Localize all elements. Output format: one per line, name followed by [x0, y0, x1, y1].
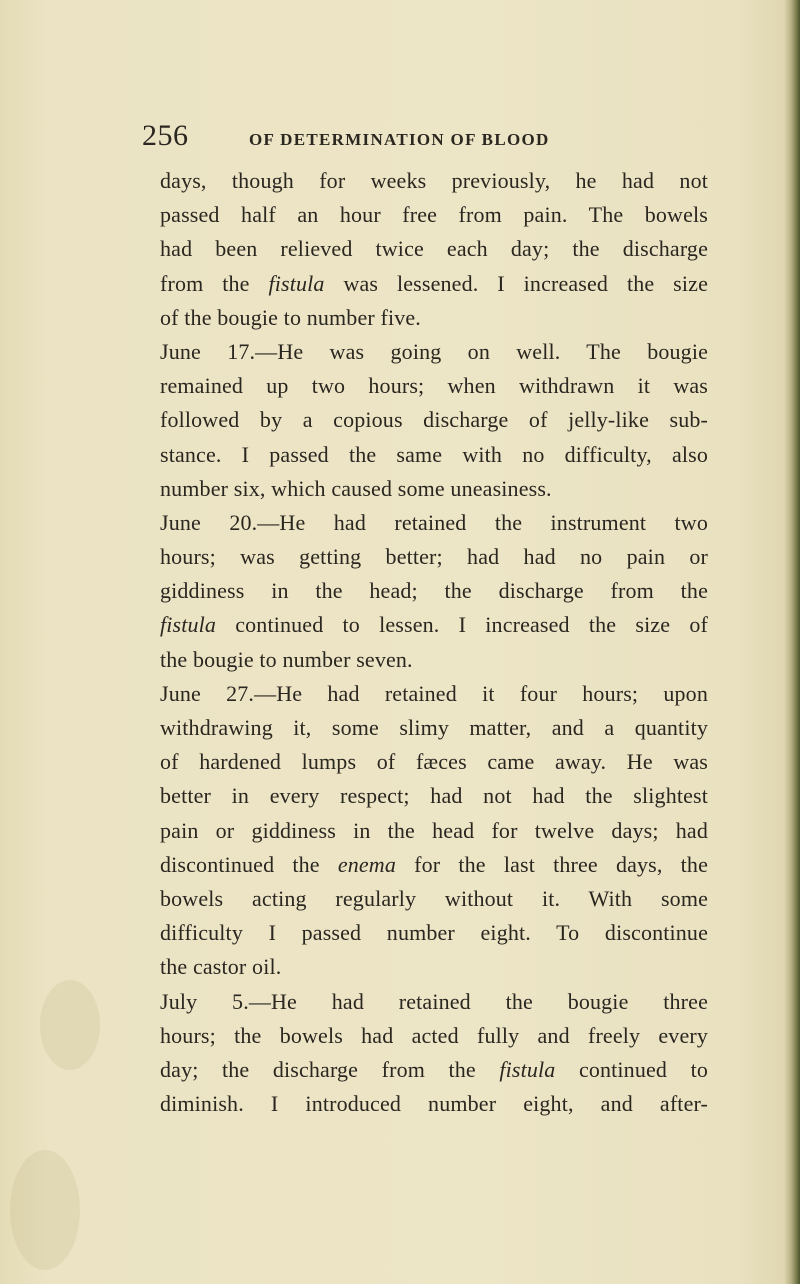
text-line — [160, 301, 708, 335]
page-number: 256 — [142, 119, 189, 152]
text-segment: from the — [160, 270, 269, 296]
text-line — [160, 745, 708, 779]
italic-term: enema — [337, 851, 396, 877]
italic-term: fistula — [268, 270, 325, 296]
text-segment: hours; the bowels had acted fully and freely every — [160, 1022, 708, 1048]
binding-edge — [784, 0, 800, 1284]
text-line — [160, 232, 708, 266]
text-line — [160, 267, 708, 301]
text-segment: of hardened lumps of fæces came away. He was — [160, 749, 708, 775]
text-segment: bowels acting regularly without it. With some — [160, 885, 708, 911]
running-head — [142, 118, 702, 158]
text-segment: remained up two hours; when withdrawn it was — [160, 373, 708, 399]
text-line — [160, 198, 708, 232]
paper-stain — [40, 980, 100, 1070]
text-segment: hours; was getting better; had had no pain or — [160, 544, 708, 570]
text-segment: giddiness in the head; the discharge from the — [160, 578, 708, 604]
text-segment: better in every respect; had not had the slightest — [160, 783, 708, 809]
text-line — [160, 540, 708, 574]
text-line — [160, 814, 708, 848]
text-line — [160, 711, 708, 745]
text-line — [160, 916, 708, 950]
text-line — [160, 403, 708, 437]
text-line — [160, 985, 708, 1019]
text-segment: withdrawing it, some slimy matter, and a quantity — [160, 715, 708, 740]
text-segment: was lessened. I increased the size — [324, 270, 708, 296]
text-segment: difficulty I passed number eight. To discontinue — [160, 920, 708, 946]
text-segment: June 17.—He was going on well. The bougie — [160, 338, 708, 364]
text-segment: followed by a copious discharge of jelly-like sub- — [160, 407, 708, 433]
text-segment: June 27.—He had retained it four hours; upon — [160, 680, 708, 706]
text-line — [160, 677, 708, 711]
text-segment: the bougie to number seven. — [160, 646, 413, 672]
text-line — [160, 882, 708, 916]
text-line — [160, 472, 708, 506]
text-segment: passed half an hour free from pain. The bowels — [160, 202, 708, 228]
text-line — [160, 608, 708, 642]
body-text — [160, 164, 708, 1121]
text-line — [160, 1053, 708, 1087]
text-segment: for the last three days, the — [396, 851, 708, 877]
text-segment: continued to — [555, 1056, 708, 1082]
text-segment: diminish. I introduced number eight, and after- — [160, 1091, 708, 1117]
paper-stain — [10, 1150, 80, 1270]
text-segment: discontinued the — [160, 851, 338, 877]
text-segment: number six, which caused some uneasiness. — [160, 475, 552, 501]
text-segment: day; the discharge from the — [160, 1056, 500, 1082]
text-line — [160, 848, 708, 882]
text-line — [160, 779, 708, 813]
text-segment: had been relieved twice each day; the discharge — [160, 236, 708, 262]
text-line — [160, 369, 708, 403]
text-segment: pain or giddiness in the head for twelve days; had — [160, 817, 708, 843]
text-line — [160, 506, 708, 540]
running-title: OF DETERMINATION OF BLOOD — [249, 130, 550, 149]
text-segment: June 20.—He had retained the instrument two — [160, 509, 708, 535]
text-line — [160, 643, 708, 677]
text-line — [160, 950, 708, 984]
text-line — [160, 164, 708, 198]
text-line — [160, 335, 708, 369]
text-segment: July 5.—He had retained the bougie three — [160, 988, 708, 1014]
italic-term: fistula — [160, 612, 217, 638]
text-segment: the castor oil. — [160, 954, 282, 980]
italic-term: fistula — [499, 1056, 556, 1082]
text-segment: of the bougie to number five. — [160, 304, 421, 330]
text-line — [160, 1019, 708, 1053]
text-line — [160, 574, 708, 608]
text-line — [160, 438, 708, 472]
text-segment: continued to lessen. I increased the size of — [216, 612, 708, 638]
text-segment: days, though for weeks previously, he had not — [160, 168, 708, 193]
text-segment: stance. I passed the same with no difficulty, also — [160, 441, 708, 467]
text-line — [160, 1087, 708, 1121]
